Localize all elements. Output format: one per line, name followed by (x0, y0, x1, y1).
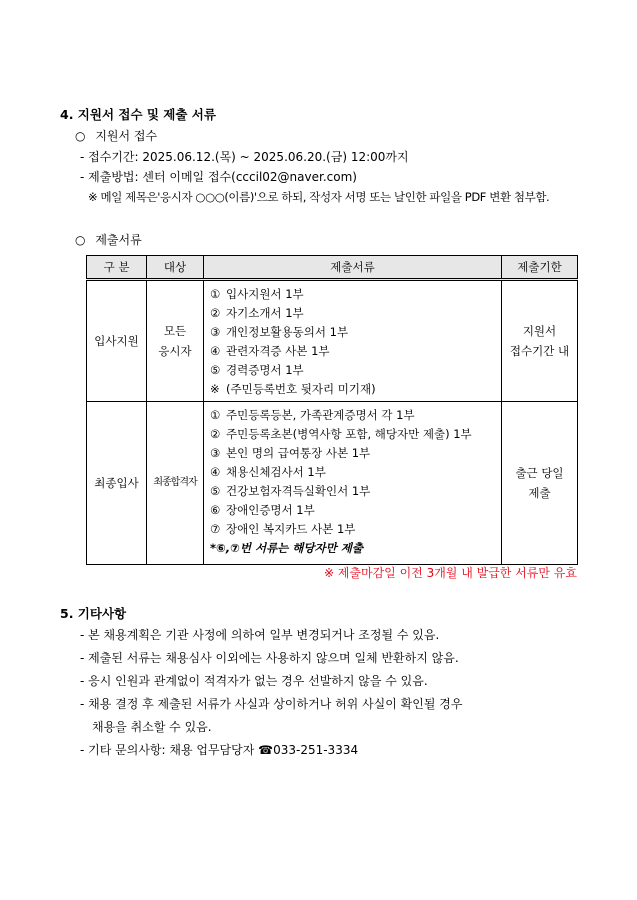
list-item: ⑥ 장애인증명서 1부 (210, 503, 315, 517)
receipt-subheading (75, 127, 157, 144)
row-category: 최종입사 (87, 402, 147, 565)
section5-item: - 응시 인원과 관계없이 적격자가 없는 경우 선발하지 않을 수 있음. (80, 674, 428, 688)
header-deadline: 제출기한 (502, 256, 578, 280)
circle-bullet-icon: ○ (75, 129, 86, 143)
optional-docs-note: *⑥,⑦번 서류는 해당자만 제출 (210, 541, 363, 555)
list-item: ② 자기소개서 1부 (210, 306, 304, 320)
deadline-line: 제출 (528, 486, 551, 500)
list-item: ② 주민등록초본(병역사항 포함, 해당자만 제출) 1부 (210, 427, 472, 441)
list-item: ① 주민등록등본, 가족관계증명서 각 1부 (210, 408, 415, 422)
list-item: ④ 관련자격증 사본 1부 (210, 344, 330, 358)
documents-subheading (75, 231, 142, 248)
table-row (87, 280, 578, 402)
deadline-line: 접수기간 내 (509, 344, 570, 358)
documents-title: 제출서류 (95, 233, 142, 247)
target-line: 모든 (163, 324, 187, 338)
section5-item: - 제출된 서류는 채용심사 이외에는 사용하지 않으며 일체 반환하지 않음. (80, 651, 459, 665)
list-item: ③ 개인정보활용동의서 1부 (210, 325, 349, 339)
row-deadline (502, 280, 578, 402)
receipt-note: ※ 메일 제목은'응시자 ○○○(이름)'으로 하되, 작성자 서명 또는 날인한 파일을 PDF 변환 첨부함. (88, 190, 550, 204)
row-documents-list (204, 280, 502, 402)
table-header-row (87, 256, 578, 280)
list-item: ※ (주민등록번호 뒷자리 미기재) (210, 382, 376, 396)
deadline-line: 지원서 (522, 324, 557, 338)
validity-note: ※ 제출마감일 이전 3개월 내 발급한 서류만 유효 (323, 566, 577, 580)
section4-heading: 4. 지원서 접수 및 제출 서류 (60, 107, 216, 122)
documents-table (86, 255, 578, 565)
row-target (147, 280, 204, 402)
section5-item-continued: 채용을 취소할 수 있음. (92, 720, 212, 734)
row-documents-list (204, 402, 502, 565)
list-item: ⑦ 장애인 복지카드 사본 1부 (210, 522, 356, 536)
header-documents: 제출서류 (204, 256, 502, 280)
row-category: 입사지원 (87, 280, 147, 402)
section5-contact: - 기타 문의사항: 채용 업무담당자 ☎033-251-3334 (80, 743, 359, 757)
section5-item: - 채용 결정 후 제출된 서류가 사실과 상이하거나 허위 사실이 확인될 경우 (80, 697, 463, 711)
list-item: ① 입사지원서 1부 (210, 287, 304, 301)
section5-item: - 본 채용계획은 기관 사정에 의하여 일부 변경되거나 조정될 수 있음. (80, 628, 440, 642)
target-line: 응시자 (158, 344, 192, 358)
deadline-line: 출근 당일 (515, 466, 564, 480)
receipt-title: 지원서 접수 (95, 129, 158, 143)
list-item: ③ 본인 명의 급여통장 사본 1부 (210, 446, 371, 460)
header-category: 구 분 (87, 256, 147, 280)
row-target: 최종합격자 (147, 402, 204, 565)
receipt-method: - 제출방법: 센터 이메일 접수(cccil02@naver.com) (80, 170, 357, 184)
header-target: 대상 (147, 256, 204, 280)
circle-bullet-icon: ○ (75, 233, 86, 247)
list-item: ⑤ 경력증명서 1부 (210, 363, 304, 377)
list-item: ⑤ 건강보험자격득실확인서 1부 (210, 484, 371, 498)
table-row (87, 402, 578, 565)
section5-heading: 5. 기타사항 (60, 606, 127, 621)
row-deadline (502, 402, 578, 565)
list-item: ④ 채용신체검사서 1부 (210, 465, 326, 479)
receipt-period: - 접수기간: 2025.06.12.(목) ~ 2025.06.20.(금) 12:00까지 (80, 150, 409, 164)
